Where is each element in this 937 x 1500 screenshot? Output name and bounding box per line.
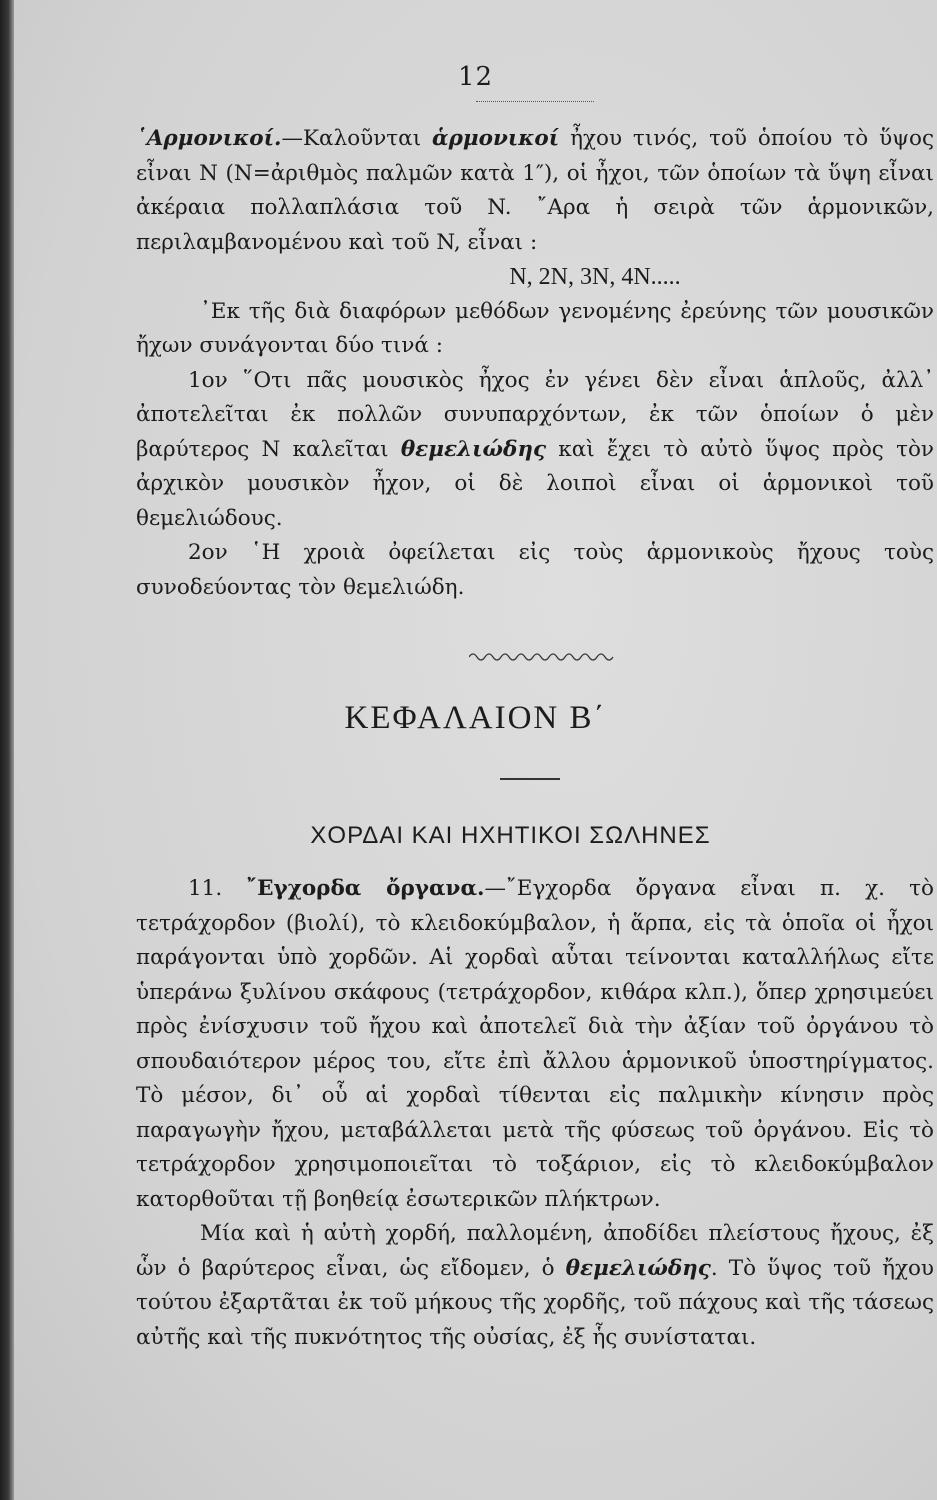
- point-two: 2ον ῾Η χροιὰ ὀφείλεται εἰς τοὺς ἁρμονικοὺς ἤχους τοὺς συνοδεύοντας τὸν θεμελιώδη.: [136, 540, 934, 600]
- harmonics-text-b: ἦχου τινός, τοῦ ὁποίου τὸ ὕψος εἶναι N (N=ἀριθμὸς παλμῶν κατὰ 1″), οἱ ἦχοι, τῶν ὁποίων τὰ ὕψη εἶναι ἀκέραια πολλαπλάσια τοῦ N. ῎Αρα ἡ σειρὰ τῶν ἁρμονικῶν, περιλαμβανομένου καὶ τοῦ N, εἶναι :: [136, 126, 934, 255]
- string-instruments-section: [136, 872, 934, 1355]
- instruments-text: —῎Εγχορδα ὄργανα εἶναι π. χ. τὸ τετράχορδον (βιολί), τὸ κλειδοκύμβαλον, ἡ ἅρπα, εἰς τὰ ὁποῖα οἱ ἦχοι παράγονται ὑπὸ χορδῶν. Αἱ χορδαὶ αὗται τείνονται καταλλήλως εἴτε ὑπεράνω ξυλίνου σκάφους (τετράχορδον, κιθάρα κλπ.), ὅπερ χρησιμεύει πρὸς ἐνίσχυσιν τοῦ ἤχου καὶ ἀποτελεῖ διὰ τὴν ἀξίαν τοῦ ὀργάνου τὸ σπουδαιότερον μέρος του, εἴτε ἐπὶ ἄλλου ἁρμονικοῦ ὑποστηρίγματος. Τὸ μέσον, δι᾿ οὗ αἱ χορδαὶ τίθενται εἰς παλμικὴν κίνησιν πρὸς παραγωγὴν ἤχου, μεταβάλλεται μετὰ τῆς φύσεως τοῦ ὀργάνου. Εἰς τὸ τετράχορδον χρησιμοποιεῖται τὸ τοξάριον, εἰς τὸ κλειδοκύμβαλον κατορθοῦται τῇ βοηθείᾳ ἐσωτερικῶν πλήκτρων.: [136, 876, 934, 1212]
- harmonic-series: N, 2N, 3N, 4N.....: [509, 264, 681, 290]
- page-number: 12: [457, 62, 494, 92]
- harmonics-term: ῾Αρμονικοί.: [136, 126, 282, 151]
- book-page: [14, 0, 937, 1500]
- fundamental-term: θεμελιώδης: [400, 436, 547, 462]
- harmonics-text-a: —Καλοῦνται: [281, 126, 433, 151]
- string-pitch-text-a: Μία καὶ ἡ αὐτὴ χορδή, παλλομένη, ἀποδίδει πλείστους ἤχους, ἐξ ὧν ὁ βαρύτερος εἶναι, ὡς εἴδομεν, ὁ: [136, 1221, 934, 1281]
- instruments-paragraph: [136, 872, 934, 1217]
- section-number: 11.: [188, 876, 247, 901]
- fundamental-term-2: θεμελιώδης: [565, 1255, 711, 1281]
- research-paragraph: ᾿Εκ τῆς διὰ διαφόρων μεθόδων γενομένης ἐρεύνης τῶν μουσικῶν ἤχων συνάγονται δύο τινά :: [136, 298, 934, 358]
- chapter-rule: [500, 778, 560, 780]
- harmonics-definition: [136, 122, 934, 260]
- header-rule: [476, 101, 594, 102]
- point-one-text-a: 1ον ῞Οτι πᾶς μουσικὸς ἦχος ἐν γένει δὲν εἶναι ἁπλοῦς, ἀλλ᾿ ἀποτελεῖται ἐκ πολλῶν συνυπαρχόντων, ἐκ τῶν ὁποίων ὁ μὲν βαρύτερος N καλεῖται: [136, 367, 934, 462]
- chapter-title: ΚΕΦΑΛΑΙΟΝ Β΄: [344, 700, 607, 736]
- section-title: ΧΟΡΔΑΙ ΚΑΙ ΗΧΗΤΙΚΟΙ ΣΩΛΗΝΕΣ: [310, 822, 711, 849]
- wavy-divider: [469, 650, 619, 664]
- point-one: [136, 364, 934, 537]
- point-one-text-b: καὶ ἔχει τὸ αὐτὸ ὕψος πρὸς τὸν ἀρχικὸν μουσικὸν ἦχον, οἱ δὲ λοιποὶ εἶναι οἱ ἁρμονικοὶ τοῦ θεμελιώδους.: [136, 436, 934, 531]
- string-pitch-text-b: . Τὸ ὕψος τοῦ ἤχου τούτου ἐξαρτᾶται ἐκ τοῦ μήκους τῆς χορδῆς, τοῦ πάχους καὶ τῆς τάσεως αὐτῆς καὶ τῆς πυκνότητος τῆς οὐσίας, ἐξ ἧς συνίσταται.: [136, 1255, 934, 1350]
- book-spine: [0, 0, 14, 1500]
- harmonics-emphasis: ἁρμονικοί: [432, 126, 560, 151]
- string-pitch-paragraph: [136, 1217, 934, 1355]
- instruments-heading: ῎Εγχορδα ὄργανα.: [246, 876, 485, 901]
- harmonics-section: [136, 122, 934, 605]
